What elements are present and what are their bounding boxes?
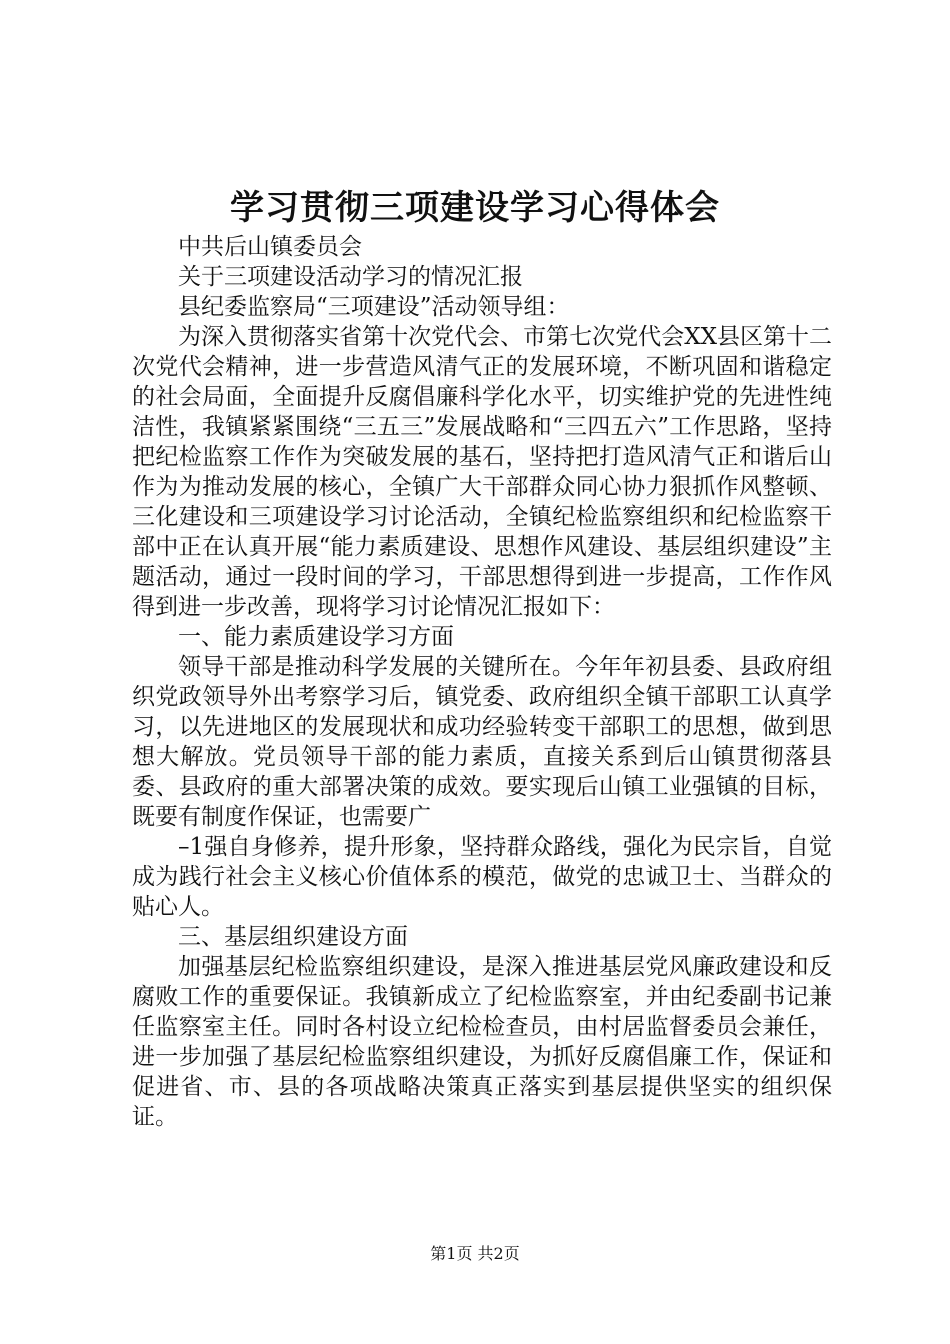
salutation: 县纪委监察局“三项建设”活动领导组：: [178, 294, 570, 320]
body-paragraph: 加强基层纪检监察组织建设，是深入推进基层党风廉政建设和反腐败工作的重要保证。我镇新成立了纪检监察室，并由纪委副书记兼任监察室主任。同时各村设立纪检检查员，由村居监督委员会兼任，进一步加强了基层纪检监察组织建设，为抓好反腐倡廉工作，保证和促进省、市、县的各项战略决策真正落实到基层提供坚实的组织保证。: [132, 954, 832, 1130]
body-paragraph: 为深入贯彻落实省第十次党代会、市第七次党代会XX县区第十二次党代会精神，进一步营造风清气正的发展环境，不断巩固和谐稳定的社会局面，全面提升反腐倡廉科学化水平，切实维护党的先进性纯洁性，我镇紧紧围绕“三五三”发展战略和“三四五六”工作思路，坚持把纪检监察工作作为突破发展的基石，坚持把打造风清气正和谐后山作为为推动发展的核心，全镇广大干部群众同心协力狠抓作风整顿、三化建设和三项建设学习讨论活动，全镇纪检监察组织和纪检监察干部中正在认真开展“能力素质建设、思想作风建设、基层组织建设”主题活动，通过一段时间的学习，干部思想得到进一步提高，工作作风得到进一步改善，现将学习讨论情况汇报如下：: [132, 324, 832, 620]
page-footer: 第1页 共2页: [430, 1244, 520, 1263]
body-paragraph: –1强自身修养，提升形象，坚持群众路线，强化为民宗旨，自觉成为践行社会主义核心价值体系的模范，做党的忠诚卫士、当群众的贴心人。: [132, 834, 832, 920]
section-heading: 一、能力素质建设学习方面: [178, 624, 454, 650]
document-title: 学习贯彻三项建设学习心得体会: [230, 188, 720, 228]
report-subtitle: 关于三项建设活动学习的情况汇报: [178, 264, 523, 290]
section-heading: 三、基层组织建设方面: [178, 924, 408, 950]
document-body: [132, 232, 832, 1132]
body-paragraph: 领导干部是推动科学发展的关键所在。今年年初县委、县政府组织党政领导外出考察学习后，镇党委、政府组织全镇干部职工认真学习，以先进地区的发展现状和成功经验转变干部职工的思想，做到思想大解放。党员领导干部的能力素质，直接关系到后山镇贯彻落县委、县政府的重大部署决策的成效。要实现后山镇工业强镇的目标，既要有制度作保证，也需要广: [132, 654, 832, 830]
organization-line: 中共后山镇委员会: [178, 234, 362, 260]
